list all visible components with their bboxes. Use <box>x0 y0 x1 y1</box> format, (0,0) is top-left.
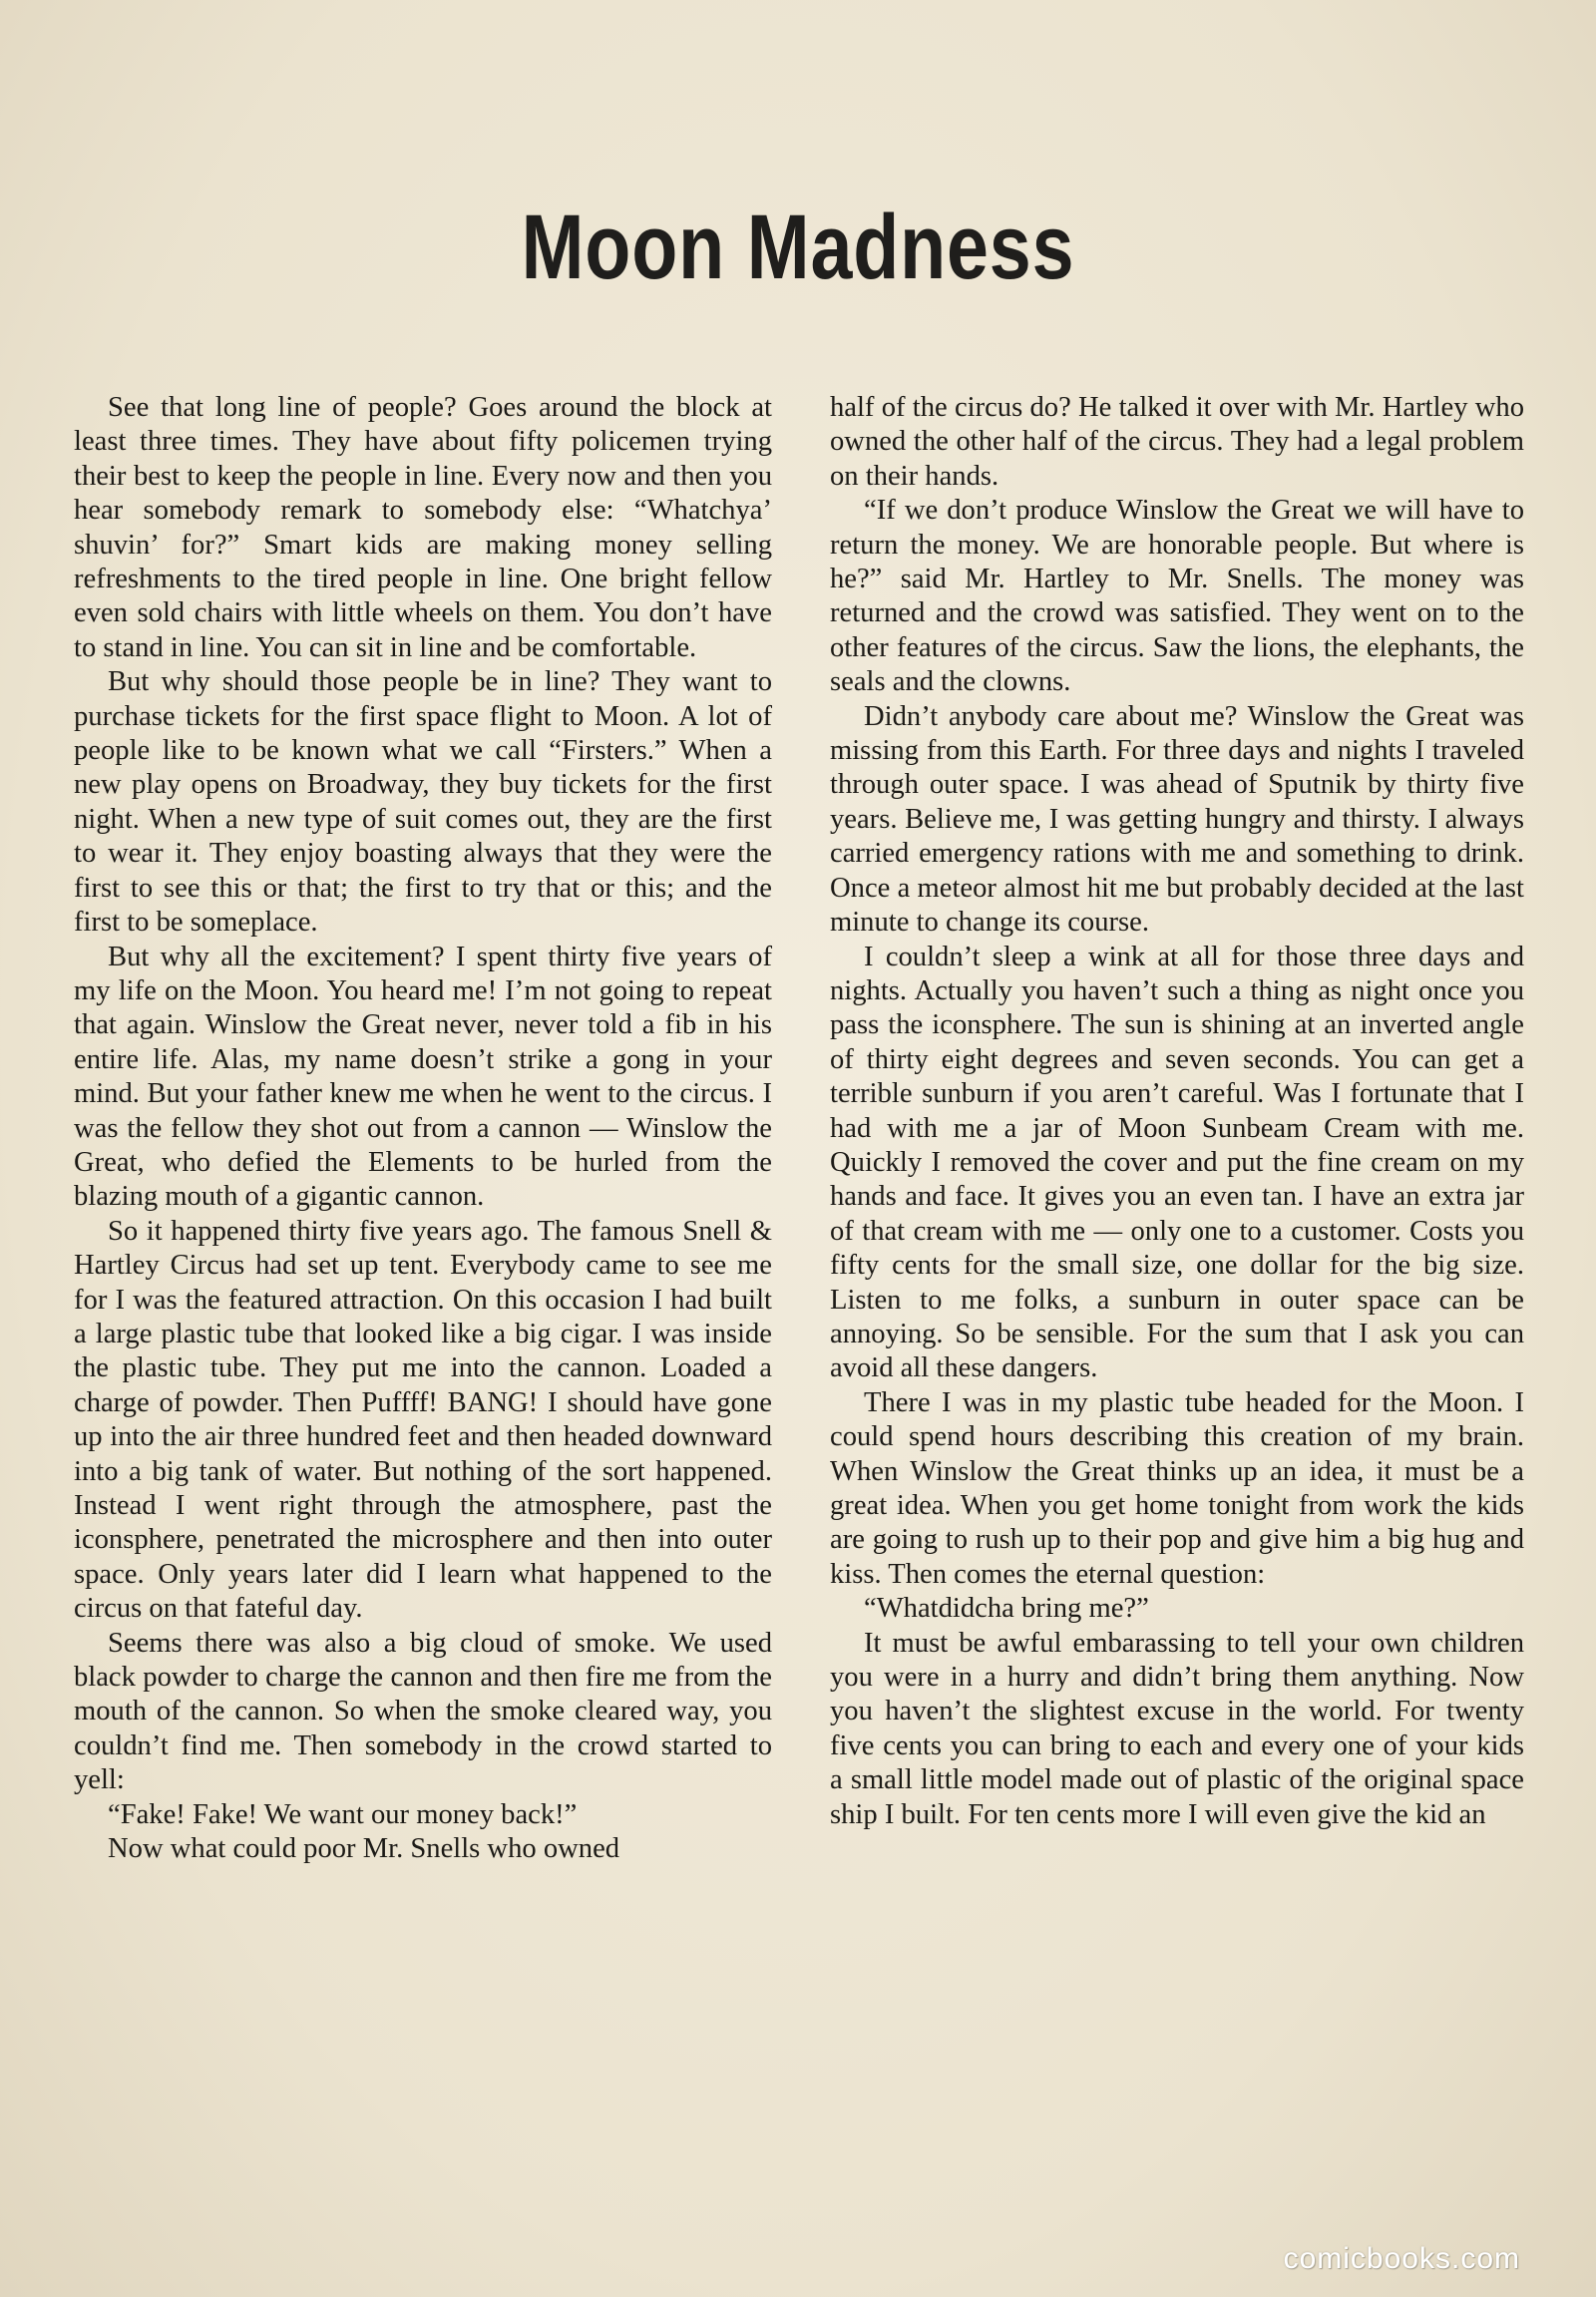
paragraph: “Whatdidcha bring me?” <box>864 1593 1149 1625</box>
paragraph: Seems there was also a big cloud of smoke. We used black powder to charge the cannon and then fire me from the mouth of the cannon. So when the smoke cleared way, you couldn’t find me. Then somebody in the crowd started to yell: <box>74 1627 772 1796</box>
paragraph-continuation: half of the circus do? He talked it over with Mr. Hartley who owned the other half of the circus. They had a legal problem on their hands. <box>830 392 1524 492</box>
paragraph: “If we don’t produce Winslow the Great we will have to return the money. We are honorable people. But where is he?” said Mr. Hartley to Mr. Snells. The money was returned and the crowd was satisfied. They went on to the other features of the circus. Saw the lions, the elephants, the seals and the clowns. <box>830 495 1524 698</box>
left-column <box>74 391 772 2216</box>
paragraph: I couldn’t sleep a wink at all for those three days and nights. Actually you haven’t such a thing as night once you pass the iconsphere. The sun is shining at an inverted angle of thirty eight degrees and seven seconds. You can get a terrible sunburn if you aren’t careful. Was I fortunate that I had with me a jar of Moon Sunbeam Cream with me. Quickly I removed the cover and put the fine cream on my hands and face. It gives you an even tan. I have an extra jar of that cream with me — only one to a customer. Costs you fifty cents for the small size, one dollar for the big size. Listen to me folks, a sunburn in outer space can be annoying. So be sensible. For the sum that I ask you can avoid all these dangers. <box>830 941 1524 1384</box>
paragraph: So it happened thirty five years ago. The famous Snell & Hartley Circus had set up tent. Everybody came to see me for I was the featured attraction. On this occasion I had built a large plastic tube that looked like a big cigar. I was inside the plastic tube. They put me into the cannon. Loaded a charge of powder. Then Puffff! BANG! I should have gone up into the air three hundred feet and then headed downward into a big tank of water. But nothing of the sort happened. Instead I went right through the atmosphere, past the iconsphere, penetrated the microsphere and then into outer space. Only years later did I learn what happened to the circus on that fateful day. <box>74 1215 772 1625</box>
paragraph: But why should those people be in line? They want to purchase tickets for the first space flight to Moon. A lot of people like to be known what we call “Firsters.” When a new play opens on Broadway, they buy tickets for the first night. When a new type of suit comes out, they are the first to wear it. They enjoy boasting always that they were the first to see this or that; the first to try that or this; and the first to be someplace. <box>74 666 772 939</box>
paragraph: Didn’t anybody care about me? Winslow the Great was missing from this Earth. For three days and nights I traveled through outer space. I was ahead of Sputnik by thirty five years. Believe me, I was getting hungry and thirsty. I always carried emergency rations with me and something to drink. Once a meteor almost hit me but probably decided at the last minute to change its course. <box>830 700 1524 939</box>
watermark: comicbooks.com <box>1283 2242 1520 2275</box>
paragraph: “Fake! Fake! We want our money back!” <box>108 1798 578 1830</box>
paragraph: See that long line of people? Goes around the block at least three times. They have about fifty policemen trying their best to keep the people in line. Every now and then you hear somebody remark to somebody else: “Whatchya’ shuvin’ for?” Smart kids are making money selling refreshments to the tired people in line. One bright fellow even sold chairs with little wheels on them. You don’t have to stand in line. You can sit in line and be comfortable. <box>74 392 772 663</box>
right-column <box>830 391 1524 2216</box>
paragraph: There I was in my plastic tube headed for the Moon. I could spend hours describing this creation of my brain. When Winslow the Great thinks up an idea, it must be a great idea. When you get home tonight from work the kids are going to rush up to their pop and give him a big hug and kiss. Then comes the eternal question: <box>830 1386 1524 1590</box>
paragraph: Now what could poor Mr. Snells who owned <box>108 1833 620 1865</box>
page-title: Moon Madness <box>521 196 1075 298</box>
paragraph: It must be awful embarassing to tell your own children you were in a hurry and didn’t bring them anything. Now you haven’t the slightest excuse in the world. For twenty five cents you can bring to each and every one of your kids a small little model made out of plastic of the original space ship I built. For ten cents more I will even give the kid an <box>830 1627 1524 1830</box>
paragraph: But why all the excitement? I spent thirty five years of my life on the Moon. You heard me! I’m not going to repeat that again. Winslow the Great never, never told a fib in his entire life. Alas, my name doesn’t strike a gong in your mind. But your father knew me when he went to the circus. I was the fellow they shot out from a cannon — Winslow the Great, who defied the Elements to be hurled from the blazing mouth of a gigantic cannon. <box>74 941 772 1213</box>
